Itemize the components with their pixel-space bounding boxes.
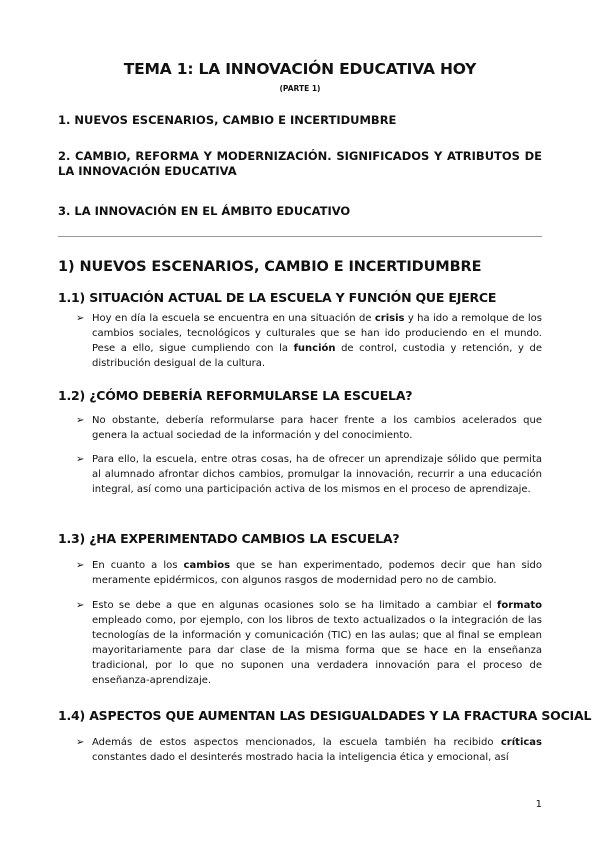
paragraph-text: Hoy en día la escuela se encuentra en una situación de crisis y ha ido a remolque de los cambios sociales, tecnológicos y culturales que se han ido produciendo en el mundo. Pese a ello, sigue cumpliendo con la función de control, custodia y retención, y de distribución desigual de la cultura.	[92, 313, 543, 369]
document-title: TEMA 1: LA INNOVACIÓN EDUCATIVA HOY	[123, 60, 477, 78]
arrow-bullet-icon: ➢	[76, 737, 85, 748]
page-number: 1	[535, 799, 542, 810]
toc-item-3: 3. LA INNOVACIÓN EN EL ÁMBITO EDUCATIVO	[58, 204, 351, 218]
subsection-heading-1-4: 1.4) ASPECTOS QUE AUMENTAN LAS DESIGUALDADES Y LA FRACTURA SOCIAL	[58, 708, 592, 723]
document-subtitle: (PARTE 1)	[279, 84, 321, 93]
paragraph-text: Esto se debe a que en algunas ocasiones solo se ha limitado a cambiar el formato empleado como, por ejemplo, con los libros de texto actualizados o la integración de las tecnologías de la información y comunicación (TIC) en las aulas; que al final se emplean mayoritariamente para dar clase de la misma forma que se hace en la enseñanza tradicional, por lo que no suponen una verdadera innovación para el proceso de enseñanza-aprendizaje.	[92, 600, 542, 686]
arrow-bullet-icon: ➢	[76, 415, 85, 426]
arrow-bullet-icon: ➢	[76, 454, 85, 465]
paragraph-text: No obstante, debería reformularse para hacer frente a los cambios acelerados que genera la actual sociedad de la información y del conocimiento.	[92, 415, 542, 441]
paragraph-text: Además de estos aspectos mencionados, la escuela también ha recibido críticas constantes dado el desinterés mostrado hacia la inteligencia ética y emocional, así	[92, 737, 542, 763]
section-heading-1: 1) NUEVOS ESCENARIOS, CAMBIO E INCERTIDUMBRE	[58, 259, 482, 275]
subsection-heading-1-1: 1.1) SITUACIÓN ACTUAL DE LA ESCUELA Y FUNCIÓN QUE EJERCE	[58, 290, 497, 305]
toc-item-2: 2. CAMBIO, REFORMA Y MODERNIZACIÓN. SIGNIFICADOS Y ATRIBUTOS DE LA INNOVACIÓN EDUCATIVA	[58, 149, 542, 178]
paragraph-text: Para ello, la escuela, entre otras cosas, ha de ofrecer un aprendizaje sólido que permita al alumnado afrontar dichos cambios, promulgar la innovación, recurrir a una educación integral, así como una participación activa de los mismos en el proceso de aprendizaje.	[92, 454, 542, 495]
subsection-heading-1-3: 1.3) ¿HA EXPERIMENTADO CAMBIOS LA ESCUELA?	[58, 531, 400, 546]
horizontal-divider	[58, 236, 542, 237]
arrow-bullet-icon: ➢	[76, 560, 85, 571]
subsection-heading-1-2: 1.2) ¿CÓMO DEBERÍA REFORMULARSE LA ESCUELA?	[58, 388, 413, 403]
arrow-bullet-icon: ➢	[76, 313, 85, 324]
paragraph-text: En cuanto a los cambios que se han experimentado, podemos decir que han sido meramente epidérmicos, con algunos rasgos de modernidad pero no de cambio.	[92, 560, 542, 586]
toc-item-1: 1. NUEVOS ESCENARIOS, CAMBIO E INCERTIDUMBRE	[58, 113, 397, 127]
arrow-bullet-icon: ➢	[76, 600, 85, 611]
